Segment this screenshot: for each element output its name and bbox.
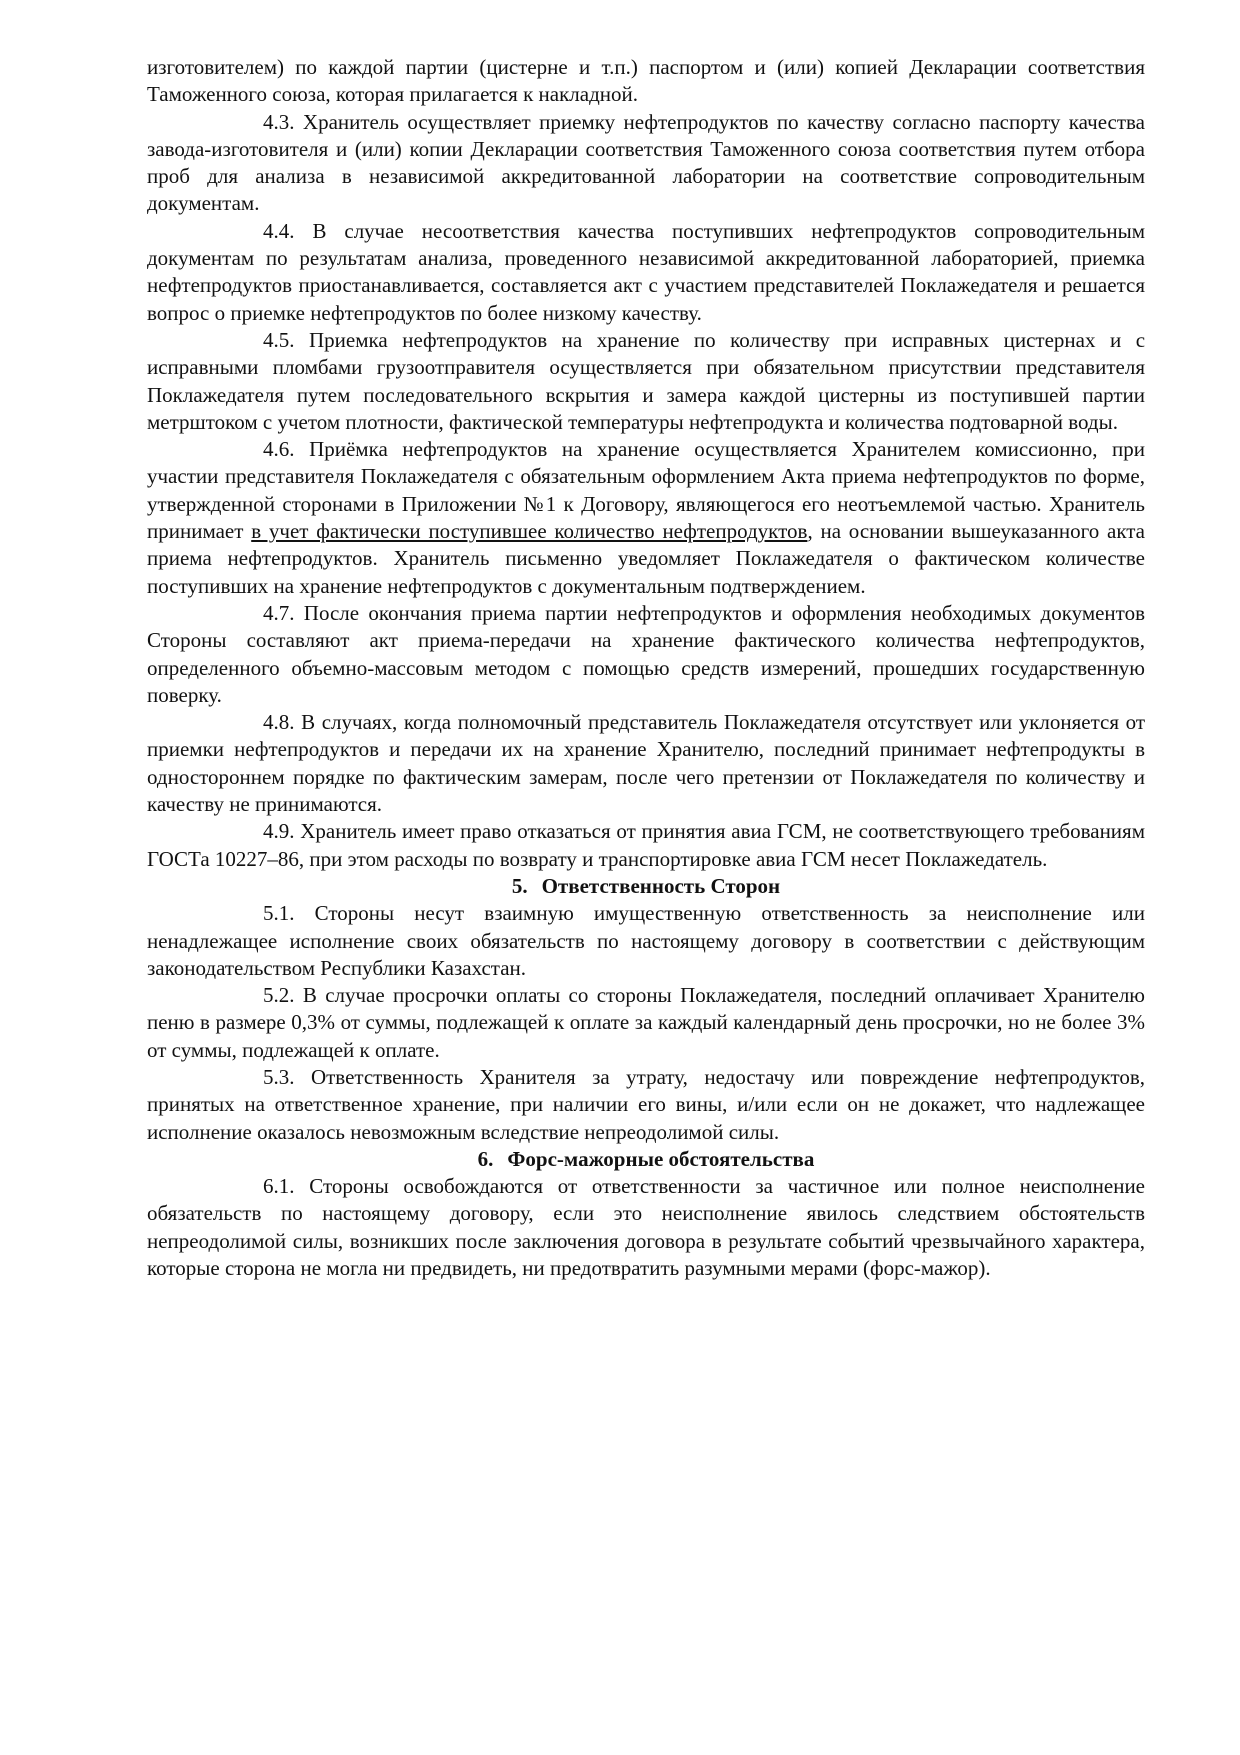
clause-text: В случаях, когда полномочный представитель Поклажедателя отсутствует или уклоняется от приемки нефтепродуктов и передачи их на хранение Хранителю, последний принимает нефтепродукты в одностороннем порядке по фактическим замерам, после чего претензии от Поклажедателя по количеству и качеству не принимаются. [147,710,1146,817]
clause-text: Ответственность Хранителя за утрату, недостачу или повреждение нефтепродуктов, принятых на ответственное хранение, при наличии его вины, и/или если он не докажет, что надлежащее исполнение оказалось невозможным вследствие непреодолимой силы. [147,1064,1146,1144]
clause-text: В случае несоответствия качества поступивших нефтепродуктов сопроводительным документам по результатам анализа, проведенного независимой аккредитованной лабораторией, приемка нефтепродуктов приостанавливается, составляется акт с участием представителей Поклажедателя и решается вопрос о приемке нефтепродуктов по более низкому качеству. [147,218,1145,325]
document-page [147,54,1145,1282]
clause-text: Приёмка нефтепродуктов на хранение осуществляется Хранителем комиссионно, при участии представителя Поклажедателя с обязательным оформлением Акта приема нефтепродуктов по форме, утвержденной сторонами в Приложении №1 к Договору, являющегося его неотъемлемой частью. Хранитель принимает [147,437,1145,544]
clause-number: 5.3. [263,1064,295,1089]
clause-4-8 [147,709,1145,818]
clause-number: 4.4. [263,218,295,243]
clause-text: Стороны освобождаются от ответственности за частичное или полное неисполнение обязательств по настоящему договору, если это неисполнение явилось следствием обстоятельств непреодолимой силы, возникших после заключения договора в результате событий чрезвычайного характера, которые сторона не могла ни предвидеть, ни предотвратить разумными мерами (форс-мажор). [147,1174,1145,1281]
clause-5-1 [147,900,1145,982]
clause-text: Хранитель осуществляет приемку нефтепродуктов по качеству согласно паспорту качества завода-изготовителя и (или) копии Декларации соответствия Таможенного союза соответствия путем отбора проб для анализа в независимой аккредитованной лаборатории на соответствие сопроводительным документам. [147,109,1145,216]
section-title: Форс-мажорные обстоятельства [507,1146,815,1171]
clause-4-3 [147,109,1145,218]
clause-number: 4.3. [263,109,295,134]
clause-number: 6.1. [263,1174,295,1199]
clause-5-2 [147,982,1145,1064]
section-number: 6. [477,1146,494,1171]
clause-text: Приемка нефтепродуктов на хранение по количеству при исправных цистернах и с исправными пломбами грузоотправителя осуществляется при обязательном присутствии представителя Поклажедателя путем последовательного вскрытия и замера каждой цистерны из поступившей партии метрштоком с учетом плотности, фактической температуры нефтепродукта и количества подтоварной воды. [147,327,1146,434]
clause-4-6 [147,436,1145,600]
clause-underlined-text: в учет фактически поступившее количество нефтепродуктов [251,519,808,544]
clause-number: 4.8. [263,710,295,735]
clause-text: В случае просрочки оплаты со стороны Поклажедателя, последний оплачивает Хранителю пеню в размере 0,3% от суммы, подлежащей к оплате за каждый календарный день просрочки, но не более 3% от суммы, подлежащей к оплате. [147,983,1146,1062]
clause-4-7 [147,600,1145,709]
clause-number: 4.5. [263,327,295,352]
section-number: 5. [511,873,528,898]
clause-4-5 [147,327,1145,436]
clause-text: После окончания приема партии нефтепродуктов и оформления необходимых документов Стороны составляют акт приема-передачи на хранение фактического количества нефтепродуктов, определенного объемно-массовым методом с помощью средств измерений, прошедших государственную поверку. [147,600,1145,707]
clause-5-3 [147,1064,1145,1146]
section-title: Ответственность Сторон [541,873,781,898]
paragraph-continuation: изготовителем) по каждой партии (цистерне и т.п.) паспортом и (или) копией Декларации соответствия Таможенного союза, которая прилагается к накладной. [147,55,1145,107]
clause-text: Стороны несут взаимную имущественную ответственность за неисполнение или ненадлежащее исполнение своих обязательств по настоящему договору в соответствии с действующим законодательством Республики Казахстан. [147,901,1145,980]
clause-number: 4.9. [263,819,295,844]
clause-number: 4.6. [263,437,295,462]
clause-number: 5.1. [263,901,295,926]
clause-4-4 [147,218,1145,327]
clause-4-9 [147,818,1145,873]
clause-number: 4.7. [263,600,295,625]
clause-6-1 [147,1173,1145,1282]
clause-text: Хранитель имеет право отказаться от принятия авиа ГСМ, не соответствующего требованиям ГОСТа 10227–86, при этом расходы по возврату и транспортировке авиа ГСМ несет Поклажедатель. [147,819,1145,871]
clause-text-continued: , на основании вышеуказанного акта приема нефтепродуктов. Хранитель письменно уведомляет Поклажедателя о фактическом количестве поступивших на хранение нефтепродуктов с документальным подтверждением. [147,519,1145,598]
section-heading-liability [147,873,1145,900]
clause-number: 5.2. [263,983,295,1008]
section-heading-force-majeure [147,1146,1145,1173]
